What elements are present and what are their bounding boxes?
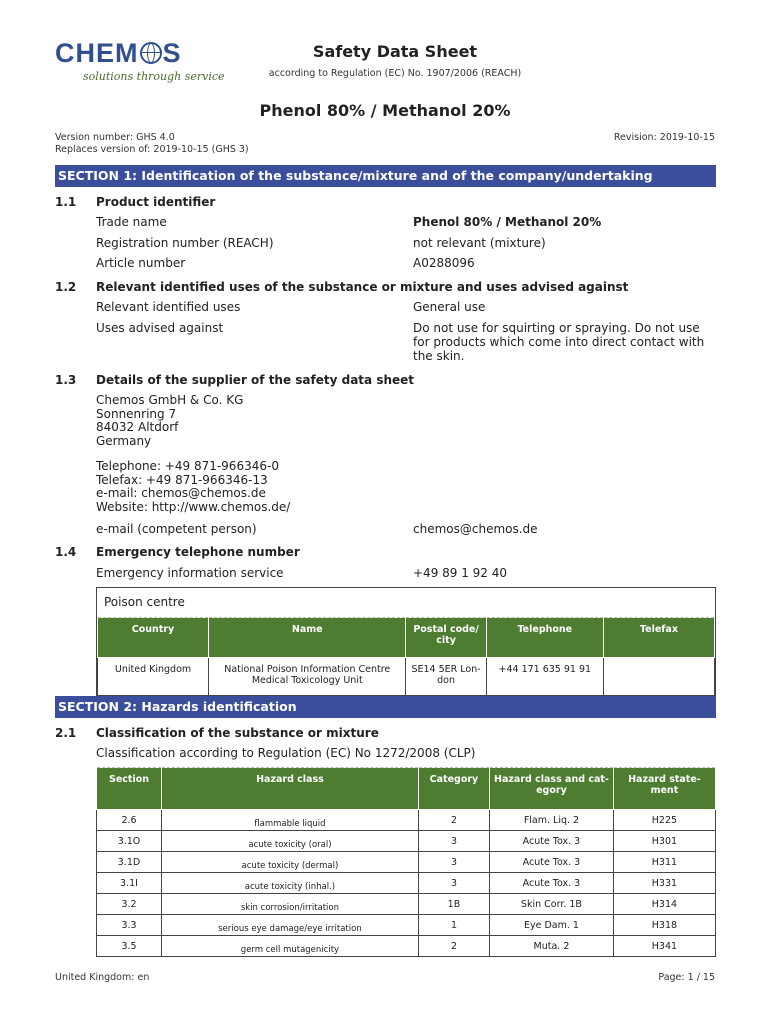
column-header: Name	[209, 618, 406, 658]
field-label: Article number	[96, 256, 186, 270]
logo-tagline: solutions through service	[83, 70, 225, 83]
column-header: Country	[98, 618, 209, 658]
supplier-address	[96, 394, 243, 448]
column-header: Telephone	[486, 618, 603, 658]
subsection-title: Emergency telephone number	[96, 545, 300, 559]
table-cell: 3.1I	[97, 873, 162, 894]
table-cell: Acute Tox. 3	[490, 873, 614, 894]
table-cell: United Kingdom	[98, 658, 209, 696]
column-header: Section	[97, 768, 162, 810]
field-value: +49 89 1 92 40	[413, 566, 508, 580]
table-cell: acute toxicity (dermal)	[161, 852, 418, 873]
field-value: Phenol 80% / Methanol 20%	[413, 215, 602, 229]
subsection-number: 2.1	[55, 726, 77, 740]
table-row	[97, 936, 716, 957]
document-title: Safety Data Sheet	[312, 42, 478, 61]
table-cell: 3	[418, 873, 489, 894]
field-value: A0288096	[413, 256, 475, 270]
table-cell: serious eye damage/eye irritation	[161, 915, 418, 936]
field-label: Relevant identified uses	[96, 300, 241, 314]
table-cell: +44 171 635 91 91	[486, 658, 603, 696]
contact-phone: Telephone: +49 871-966346-0	[96, 459, 279, 473]
table-row	[97, 831, 716, 852]
field-label: Registration number (REACH)	[96, 236, 274, 250]
table-cell: 2	[418, 936, 489, 957]
document-subtitle: according to Regulation (EC) No. 1907/2006 (REACH)	[268, 68, 522, 79]
field-label: Trade name	[96, 215, 167, 229]
table-cell: 3.1D	[97, 852, 162, 873]
field-label: Uses advised against	[96, 321, 224, 335]
field-value: General use	[413, 300, 486, 314]
table-cell: 3	[418, 831, 489, 852]
table-row	[97, 915, 716, 936]
competent-email[interactable]: chemos@chemos.de	[413, 522, 538, 536]
footer-locale: United Kingdom: en	[55, 972, 150, 983]
field-value: not relevant (mixture)	[413, 236, 546, 250]
subsection-title: Relevant identified uses of the substance or mixture and uses advised against	[96, 280, 629, 294]
globe-icon	[140, 42, 162, 64]
table-cell: 2.6	[97, 810, 162, 831]
table-cell	[603, 658, 714, 696]
column-header: Category	[418, 768, 489, 810]
subsection-number: 1.3	[55, 373, 77, 387]
column-header: Hazard state- ment	[613, 768, 715, 810]
table-cell: H311	[613, 852, 715, 873]
subsection-number: 1.4	[55, 545, 77, 559]
contact-email[interactable]: e-mail: chemos@chemos.de	[96, 486, 266, 500]
column-header: Telefax	[603, 618, 714, 658]
field-value: Do not use for squirting or spraying. Do not use for products which come into direct contact with the skin.	[413, 321, 705, 363]
address-line: Germany	[96, 433, 152, 448]
table-cell: Acute Tox. 3	[490, 831, 614, 852]
supplier-contact	[96, 460, 290, 514]
table-row	[97, 852, 716, 873]
subsection-title: Details of the supplier of the safety data sheet	[96, 373, 415, 387]
table-cell: 3.3	[97, 915, 162, 936]
table-cell: Skin Corr. 1B	[490, 894, 614, 915]
contact-website[interactable]: Website: http://www.chemos.de/	[96, 499, 291, 514]
replaces-version: Replaces version of: 2019-10-15 (GHS 3)	[55, 144, 249, 155]
table-cell: H301	[613, 831, 715, 852]
subsection-number: 1.1	[55, 195, 77, 209]
poison-centre-table	[96, 587, 716, 697]
address-line: 84032 Altdorf	[96, 420, 179, 434]
footer-page-number: Page: 1 / 15	[658, 972, 715, 983]
table-row	[97, 810, 716, 831]
version-number: Version number: GHS 4.0	[55, 132, 175, 143]
table-cell: SE14 5ER Lon- don	[406, 658, 486, 696]
table-cell: acute toxicity (oral)	[161, 831, 418, 852]
table-cell: 3.1O	[97, 831, 162, 852]
classification-subtitle: Classification according to Regulation (EC) No 1272/2008 (CLP)	[96, 746, 476, 760]
table-cell: 3.5	[97, 936, 162, 957]
table-cell: Flam. Liq. 2	[490, 810, 614, 831]
column-header: Postal code/ city	[406, 618, 486, 658]
table-cell: 3	[418, 852, 489, 873]
field-label: Emergency information service	[96, 566, 284, 580]
address-line: Sonnenring 7	[96, 406, 177, 421]
column-header: Hazard class and cat- egory	[490, 768, 614, 810]
hazard-classification-table	[96, 767, 716, 957]
table-cell: H225	[613, 810, 715, 831]
table-row	[97, 894, 716, 915]
revision-date: Revision: 2019-10-15	[613, 132, 715, 143]
table-cell: 3.2	[97, 894, 162, 915]
table-cell: H341	[613, 936, 715, 957]
table-cell: H318	[613, 915, 715, 936]
table-cell: germ cell mutagenicity	[161, 936, 418, 957]
address-line: Chemos GmbH & Co. KG	[96, 393, 244, 407]
table-cell: acute toxicity (inhal.)	[161, 873, 418, 894]
subsection-number: 1.2	[55, 280, 77, 294]
field-label: e-mail (competent person)	[96, 522, 257, 536]
product-title: Phenol 80% / Methanol 20%	[259, 101, 511, 120]
table-cell: National Poison Information Centre Medical Toxicology Unit	[209, 658, 406, 696]
table-cell: H331	[613, 873, 715, 894]
table-cell: Eye Dam. 1	[490, 915, 614, 936]
table-cell: flammable liquid	[161, 810, 418, 831]
table-cell: 2	[418, 810, 489, 831]
company-logo: CHEM S	[55, 38, 182, 68]
table-cell: skin corrosion/irritation	[161, 894, 418, 915]
table-row	[98, 658, 715, 696]
table-cell: 1B	[418, 894, 489, 915]
subsection-title: Classification of the substance or mixture	[96, 726, 379, 740]
table-cell: H314	[613, 894, 715, 915]
subsection-title: Product identifier	[96, 195, 216, 209]
contact-fax: Telefax: +49 871-966346-13	[96, 472, 268, 487]
table-cell: 1	[418, 915, 489, 936]
section-1-header: SECTION 1: Identification of the substance/mixture and of the company/undertaking	[55, 165, 716, 187]
table-cell: Muta. 2	[490, 936, 614, 957]
poison-centre-caption: Poison centre	[104, 595, 185, 609]
column-header: Hazard class	[161, 768, 418, 810]
section-2-header: SECTION 2: Hazards identification	[55, 696, 716, 718]
table-cell: Acute Tox. 3	[490, 852, 614, 873]
table-row	[97, 873, 716, 894]
